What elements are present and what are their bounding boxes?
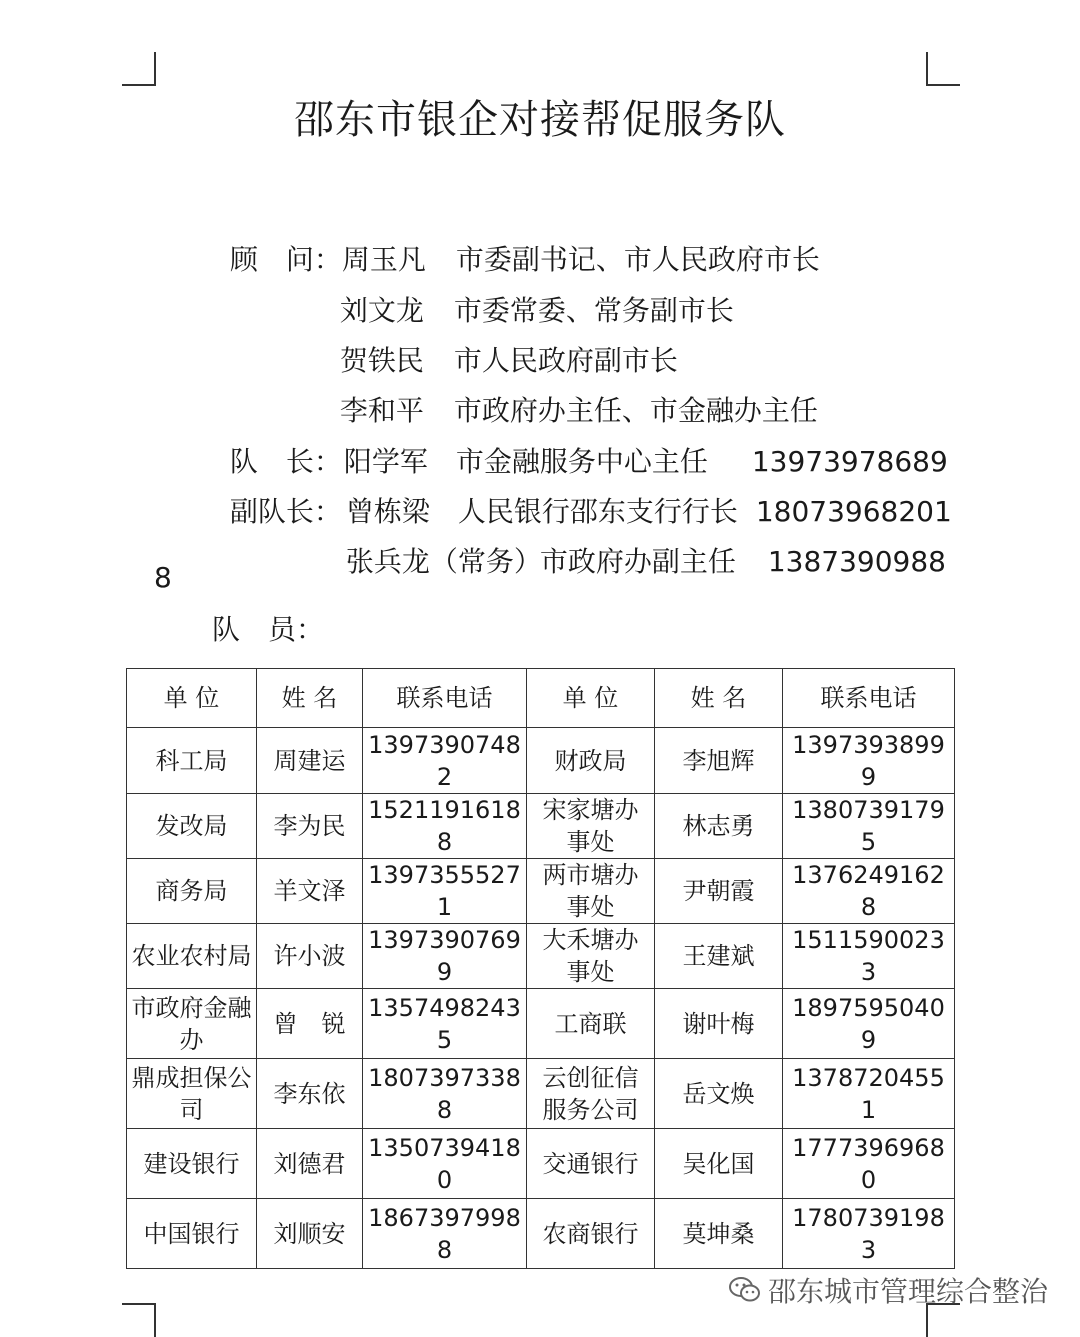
watermark-text: 邵东城市管理综合整治 [768, 1275, 1049, 1308]
unit-cell: 科工局 [127, 728, 257, 794]
advisor-role: 市委副书记、市人民政府市长 [455, 243, 820, 276]
unit-cell: 市政府金融办 [127, 989, 257, 1059]
unit-cell: 农业农村局 [127, 924, 257, 989]
phone-cell: 18975950409 [783, 989, 955, 1059]
phone-wrap-digit: 8 [154, 561, 172, 594]
unit-cell: 大禾塘办事处 [527, 924, 655, 989]
page-corner-mark [926, 52, 960, 86]
phone-cell: 13574982435 [363, 989, 527, 1059]
name-cell: 林志勇 [655, 794, 783, 859]
table-row [127, 989, 955, 1059]
phone-cell: 13807391795 [783, 794, 955, 859]
members-label: 队 员： [212, 613, 325, 646]
name-cell: 李为民 [257, 794, 363, 859]
name-cell: 尹朝霞 [655, 859, 783, 924]
name-cell: 王建斌 [655, 924, 783, 989]
phone-cell: 15211916188 [363, 794, 527, 859]
table-row [127, 1059, 955, 1129]
unit-cell: 中国银行 [127, 1199, 257, 1269]
table-row [127, 728, 955, 794]
name-cell: 莫坤桑 [655, 1199, 783, 1269]
name-cell: 曾 锐 [257, 989, 363, 1059]
captain-phone: 13973978689 [751, 445, 948, 478]
captain-name: 阳学军 [343, 445, 428, 478]
phone-cell: 18073973388 [363, 1059, 527, 1129]
vice-captain-phone: 1387390988 [767, 545, 946, 578]
advisor-role: 市政府办主任、市金融办主任 [453, 394, 818, 427]
unit-cell: 宋家塘办事处 [527, 794, 655, 859]
name-cell: 吴化国 [655, 1129, 783, 1199]
header-phone: 联系电话 [783, 669, 955, 728]
header-name: 姓 名 [655, 669, 783, 728]
vice-captain-row [328, 508, 946, 580]
name-cell: 李东依 [257, 1059, 363, 1129]
phone-cell: 15115900233 [783, 924, 955, 989]
name-cell: 岳文焕 [655, 1059, 783, 1129]
table-row [127, 924, 955, 989]
advisor-name: 贺铁民 [339, 344, 424, 377]
unit-cell: 工商联 [527, 989, 655, 1059]
captain-label: 队 长： [229, 445, 342, 478]
vice-captain-role: 市政府办副主任 [539, 545, 736, 578]
header-unit: 单 位 [527, 669, 655, 728]
watermark [728, 1270, 1048, 1312]
phone-cell: 17773969680 [783, 1129, 955, 1199]
advisor-role: 市人民政府副市长 [453, 344, 678, 377]
header-phone: 联系电话 [363, 669, 527, 728]
advisor-name: 刘文龙 [339, 294, 424, 327]
advisors-label: 顾 问： [229, 243, 342, 276]
name-cell: 李旭辉 [655, 728, 783, 794]
name-cell: 羊文泽 [257, 859, 363, 924]
advisor-name: 周玉凡 [341, 243, 426, 276]
header-name: 姓 名 [257, 669, 363, 728]
wechat-icon [728, 1275, 768, 1312]
member-table [126, 668, 955, 1269]
vice-captain-role: 人民银行邵东支行行长 [457, 495, 738, 528]
phone-cell: 13973907482 [363, 728, 527, 794]
document-title: 邵东市银企对接帮促服务队 [294, 97, 786, 143]
unit-cell: 两市塘办事处 [527, 859, 655, 924]
vice-captain-name: 张兵龙（常务） [345, 545, 542, 578]
vice-captains-label: 副队长： [229, 495, 342, 528]
table-row [127, 859, 955, 924]
unit-cell: 农商银行 [527, 1199, 655, 1269]
captain-role: 市金融服务中心主任 [455, 445, 708, 478]
page-corner-mark [122, 1303, 156, 1337]
unit-cell: 发改局 [127, 794, 257, 859]
phone-cell: 17807391983 [783, 1199, 955, 1269]
page-corner-mark [122, 52, 156, 86]
header-unit: 单 位 [127, 669, 257, 728]
name-cell: 谢叶梅 [655, 989, 783, 1059]
phone-cell: 13762491628 [783, 859, 955, 924]
advisor-role: 市委常委、常务副市长 [453, 294, 734, 327]
phone-cell: 13507394180 [363, 1129, 527, 1199]
table-row [127, 1199, 955, 1269]
phone-cell: 18673979988 [363, 1199, 527, 1269]
unit-cell: 云创征信服务公司 [527, 1059, 655, 1129]
vice-captain-name: 曾栋梁 [345, 495, 430, 528]
phone-cell: 13973938999 [783, 728, 955, 794]
phone-cell: 13973907699 [363, 924, 527, 989]
unit-cell: 建设银行 [127, 1129, 257, 1199]
vice-captain-phone: 18073968201 [755, 495, 952, 528]
unit-cell: 交通银行 [527, 1129, 655, 1199]
table-row [127, 1129, 955, 1199]
table-row [127, 794, 955, 859]
name-cell: 刘顺安 [257, 1199, 363, 1269]
phone-cell: 13787204551 [783, 1059, 955, 1129]
name-cell: 许小波 [257, 924, 363, 989]
table-header-row [127, 669, 955, 728]
advisor-name: 李和平 [339, 394, 424, 427]
unit-cell: 商务局 [127, 859, 257, 924]
unit-cell: 鼎成担保公司 [127, 1059, 257, 1129]
name-cell: 刘德君 [257, 1129, 363, 1199]
name-cell: 周建运 [257, 728, 363, 794]
phone-cell: 13973555271 [363, 859, 527, 924]
unit-cell: 财政局 [527, 728, 655, 794]
